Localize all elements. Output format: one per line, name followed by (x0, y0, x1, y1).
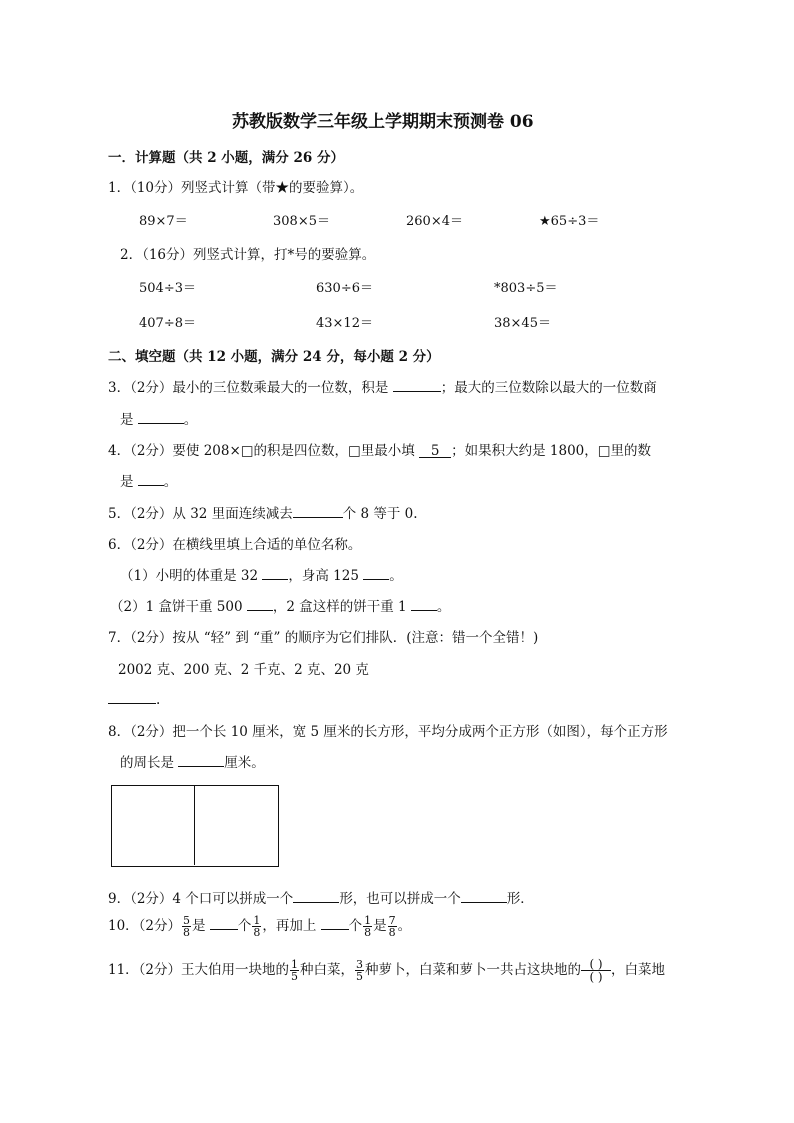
question-9 (108, 887, 534, 907)
question-3-line2 (120, 408, 197, 428)
q9-text-a: 9．（2分）4 个口可以拼成一个 (108, 891, 294, 907)
q6-p1b: ，身高 125 (288, 568, 359, 584)
q11-text-d: ，白菜地 (611, 962, 666, 978)
question-8-line1: 8．（2分）把一个长 10 厘米，宽 5 厘米的长方形，平均分成两个正方形（如图），每个正方形 (108, 724, 668, 740)
rectangle-divider (194, 785, 195, 865)
answer-blank[interactable] (247, 596, 273, 611)
answer-blank[interactable] (210, 915, 238, 930)
question-10 (108, 914, 411, 938)
q11-text-c: 种萝卜，白菜和萝卜一共占这块地的 (365, 962, 582, 978)
answer-blank[interactable] (138, 471, 164, 486)
q7-answer-line (108, 689, 160, 708)
fraction: $\frac{3}{5}$ (356, 958, 364, 983)
section-1-heading: 一．计算题（共 2 小题，满分 26 分） (108, 150, 344, 166)
calc-item: 504÷3＝ (139, 281, 196, 296)
q10-text-d: ，再加上 (262, 918, 317, 934)
answer-blank[interactable] (393, 377, 441, 392)
q6-p2c: 。 (436, 599, 451, 615)
fraction: $\frac{5}{8}$ (183, 914, 191, 939)
q6-p2a: （2）1 盒饼干重 500 (110, 599, 243, 615)
fraction: $\frac{1}{8}$ (364, 914, 372, 939)
answer-blank[interactable] (293, 888, 339, 903)
answer-blank[interactable] (293, 503, 343, 518)
q3-text-a: 3．（2分）最小的三位数乘最大的一位数，积是 (108, 380, 389, 396)
calc-item: 89×7＝ (139, 214, 188, 229)
q9-text-c: 形． (506, 891, 534, 907)
question-6-part-1 (120, 564, 403, 584)
q8-text-b: 的周长是 (120, 755, 174, 771)
calc-item: ★65÷3＝ (539, 214, 600, 229)
q10-text-b: 是 (192, 918, 206, 934)
q5-text-a: 5．（2分）从 32 里面连续减去 (108, 506, 293, 522)
q8-text-c: 厘米。 (224, 755, 265, 771)
question-7: 7．（2分）按从 “轻” 到 “重” 的顺序为它们排队．(注意：错一个全错！) (108, 630, 539, 646)
q3-text-d: 。 (183, 412, 198, 428)
calc-item: 43×12＝ (316, 316, 373, 331)
question-5 (108, 502, 418, 522)
question-6-part-2 (110, 595, 450, 615)
answer-blank[interactable] (108, 689, 156, 704)
answer-blank[interactable] (363, 565, 389, 580)
question-4-line1 (108, 439, 651, 459)
answer-fraction-blank[interactable]: $\frac{( )}{( )}$ (581, 958, 611, 983)
calc-item: 38×45＝ (494, 316, 551, 331)
q9-text-b: 形，也可以拼成一个 (339, 891, 461, 907)
question-11 (108, 958, 665, 983)
q4-text-c: 是 (120, 474, 134, 490)
calc-item: 308×5＝ (273, 214, 330, 229)
page-title: 苏教版数学三年级上学期期末预测卷 06 (232, 112, 534, 132)
rectangle-figure (111, 785, 279, 867)
q10-text-f: 是 (373, 918, 387, 934)
question-4-line2 (120, 470, 177, 490)
question-2: 2．（16分）列竖式计算，打*号的要验算。 (120, 247, 376, 263)
q4-text-a: 4．（2分）要使 208×□的积是四位数，□里最小填 (108, 443, 415, 459)
q10-text-a: 10．（2分） (108, 918, 182, 934)
q7-items: 2002 克、200 克、2 千克、2 克、20 克 (118, 662, 369, 678)
calc-item: 260×4＝ (406, 214, 463, 229)
calc-item: 630÷6＝ (316, 281, 373, 296)
answer-blank[interactable]: 5 (419, 443, 451, 458)
question-6: 6．（2分）在横线里填上合适的单位名称。 (108, 537, 362, 553)
q11-text-b: 种白菜， (300, 962, 355, 978)
answer-blank[interactable] (411, 596, 437, 611)
answer-blank[interactable] (178, 752, 224, 767)
q3-text-c: 是 (120, 412, 134, 428)
question-3-line1 (108, 376, 657, 396)
q4-text-b: ；如果积大约是 1800，□里的数 (451, 443, 652, 459)
calc-item: *803÷5＝ (494, 281, 558, 296)
q6-p1c: 。 (389, 568, 403, 584)
fraction: $\frac{7}{8}$ (388, 914, 396, 939)
question-1: 1．（10分）列竖式计算（带★的要验算）。 (108, 180, 364, 196)
answer-blank[interactable] (321, 915, 349, 930)
q6-p2b: ，2 盒这样的饼干重 1 (272, 599, 407, 615)
q7-end: . (156, 692, 161, 708)
q10-text-g: 。 (397, 918, 412, 934)
q3-text-b: ；最大的三位数除以最大的一位数商 (440, 380, 657, 396)
answer-blank[interactable] (262, 565, 288, 580)
q6-p1a: （1）小明的体重是 32 (120, 568, 259, 584)
fraction: $\frac{1}{8}$ (253, 914, 261, 939)
q4-text-d: 。 (163, 474, 178, 490)
answer-blank[interactable] (461, 888, 507, 903)
answer-blank[interactable] (138, 409, 184, 424)
q10-text-e: 个 (348, 918, 363, 934)
section-2-heading: 二、填空题（共 12 小题，满分 24 分，每小题 2 分） (108, 349, 440, 365)
calc-item: 407÷8＝ (139, 316, 196, 331)
question-8-line2 (120, 751, 265, 771)
fraction: $\frac{1}{5}$ (291, 958, 299, 983)
q5-text-b: 个 8 等于 0. (342, 506, 418, 522)
q11-text-a: 11．（2分）王大伯用一块地的 (108, 962, 290, 978)
q10-text-c: 个 (237, 918, 252, 934)
